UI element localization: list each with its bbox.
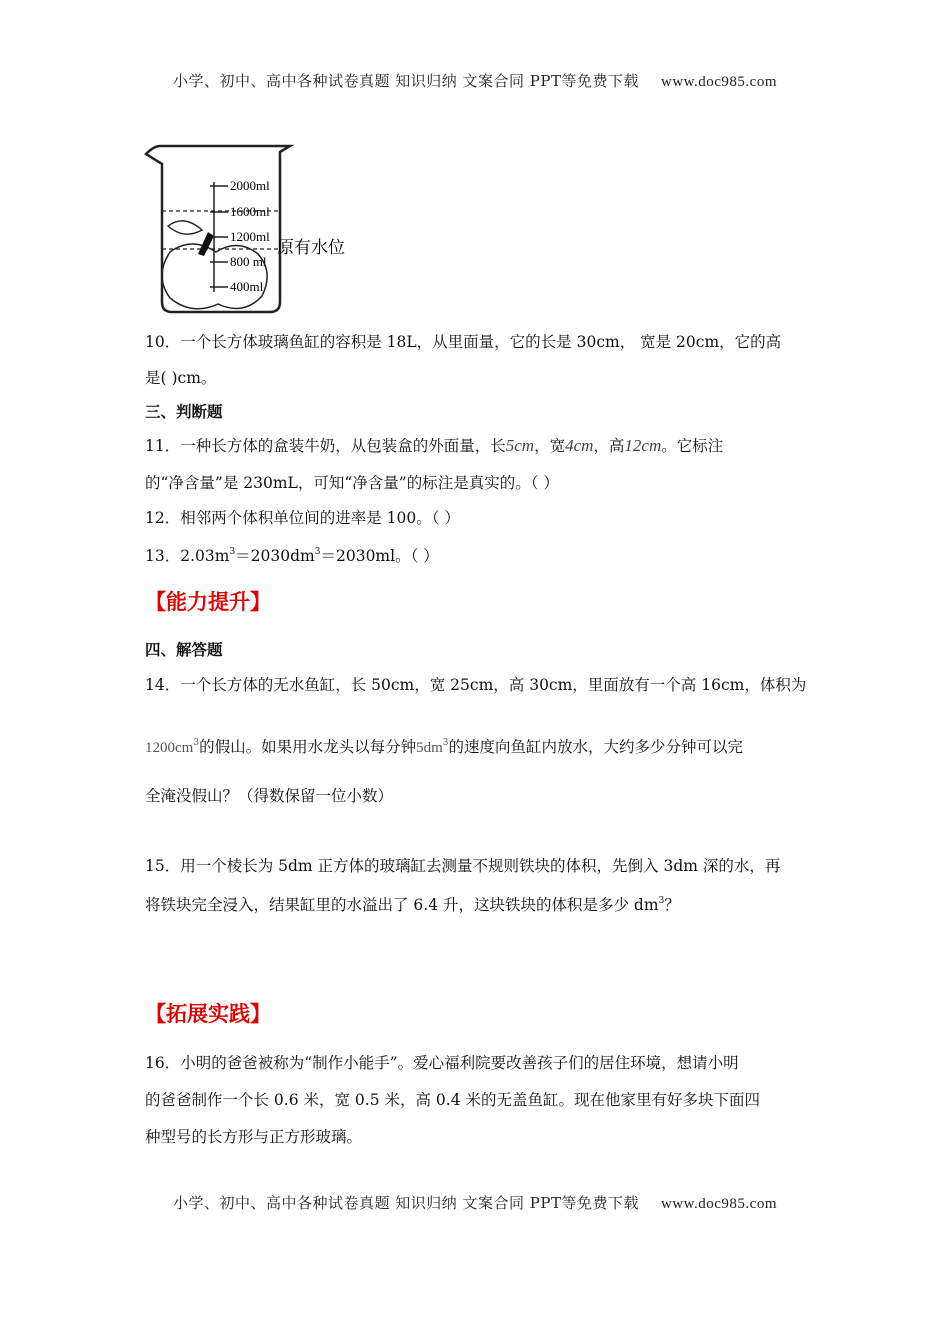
q10-line1: 10．一个长方体玻璃鱼缸的容积是 18L，从里面量，它的长是 30cm， 宽是 20cm，它的高 xyxy=(145,333,782,351)
beaker-mark: 400ml xyxy=(230,279,264,294)
leaf-icon xyxy=(168,221,202,234)
q15-end: ？ xyxy=(664,896,680,914)
q10-line2: 是( )cm。 xyxy=(145,369,217,387)
apple-stem xyxy=(198,232,214,256)
q15-text: 将铁块完全浸入，结果缸里的水溢出了 6.4 升，这块铁块的体积是多少 dm xyxy=(145,896,659,914)
q14-line3: 全淹没假山？（得数保留一位小数） xyxy=(145,787,394,805)
q11-width: 4cm xyxy=(565,436,594,455)
q11-height: 12cm xyxy=(624,436,662,455)
section-3-title: 三、判断题 xyxy=(145,402,223,421)
q13-text-a: 13．2.03m xyxy=(145,547,230,565)
beaker-mark: 800 ml xyxy=(230,254,267,269)
water-level-label: 原有水位 xyxy=(277,238,345,258)
q14-line1: 14．一个长方体的无水鱼缸，长 50cm，宽 25cm，高 30cm，里面放有一个高 16cm，体积为 xyxy=(145,676,807,694)
section-4-title: 四、解答题 xyxy=(145,640,223,659)
q11-text-a: 11．一种长方体的盒装牛奶，从包装盒的外面量，长 xyxy=(145,437,506,455)
q13-exp-2: 3 xyxy=(314,547,321,557)
header-text: 小学、初中、高中各种试卷真题 知识归纳 文案合同 PPT等免费下载 xyxy=(172,72,639,90)
q11-line2: 的“净含量”是 230mL，可知“净含量”的标注是真实的。（ ） xyxy=(145,474,559,492)
q14-exp-1: 3 xyxy=(193,738,200,748)
q14-text-c: 的速度向鱼缸内放水，大约多少分钟可以完 xyxy=(448,738,743,756)
page-footer xyxy=(0,1192,950,1213)
q13-text-c: ＝2030ml。（ ） xyxy=(320,547,439,565)
header-site: www.doc985.com xyxy=(660,74,777,90)
q11-text-d: 。它标注 xyxy=(661,437,724,455)
q14-volume: 1200cm xyxy=(145,740,194,756)
page-header xyxy=(0,70,950,91)
q11-text-c: ，高 xyxy=(593,437,625,455)
q14-rate: 5dm xyxy=(416,740,443,756)
q11-length: 5cm xyxy=(505,436,535,455)
beaker-figure xyxy=(140,140,380,320)
q16-line1: 16．小明的爸爸被称为“制作小能手”。爱心福利院要改善孩子们的居住环境，想请小明 xyxy=(145,1054,739,1072)
section-expand-title: 【拓展实践】 xyxy=(145,1002,271,1026)
q15-line2 xyxy=(145,891,680,915)
q12: 12．相邻两个体积单位间的进率是 100。（ ） xyxy=(145,509,460,527)
q16-line2: 的爸爸制作一个长 0.6 米，宽 0.5 米，高 0.4 米的无盖鱼缸。现在他家里有好多块下面四 xyxy=(145,1091,761,1109)
q11-line1 xyxy=(145,436,723,456)
footer-site: www.doc985.com xyxy=(660,1196,777,1212)
beaker-mark: 1200ml xyxy=(230,229,270,244)
q15-exp: 3 xyxy=(658,896,665,906)
section-ability-title: 【能力提升】 xyxy=(145,590,271,614)
q14-exp-2: 3 xyxy=(442,738,449,748)
beaker-mark: 1600ml xyxy=(230,204,270,219)
footer-text: 小学、初中、高中各种试卷真题 知识归纳 文案合同 PPT等免费下载 xyxy=(172,1194,639,1212)
q13-exp-1: 3 xyxy=(229,547,236,557)
q13 xyxy=(145,542,439,566)
q14-text-b: 的假山。如果用水龙头以每分钟 xyxy=(199,738,417,756)
q14-line2 xyxy=(145,733,743,758)
q16-line3: 种型号的长方形与正方形玻璃。 xyxy=(145,1128,363,1146)
q15-line1: 15．用一个棱长为 5dm 正方体的玻璃缸去测量不规则铁块的体积，先倒入 3dm 深的水，再 xyxy=(145,857,781,875)
q11-text-b: ，宽 xyxy=(534,437,566,455)
q13-text-b: ＝2030dm xyxy=(235,547,315,565)
beaker-mark: 2000ml xyxy=(230,178,270,193)
